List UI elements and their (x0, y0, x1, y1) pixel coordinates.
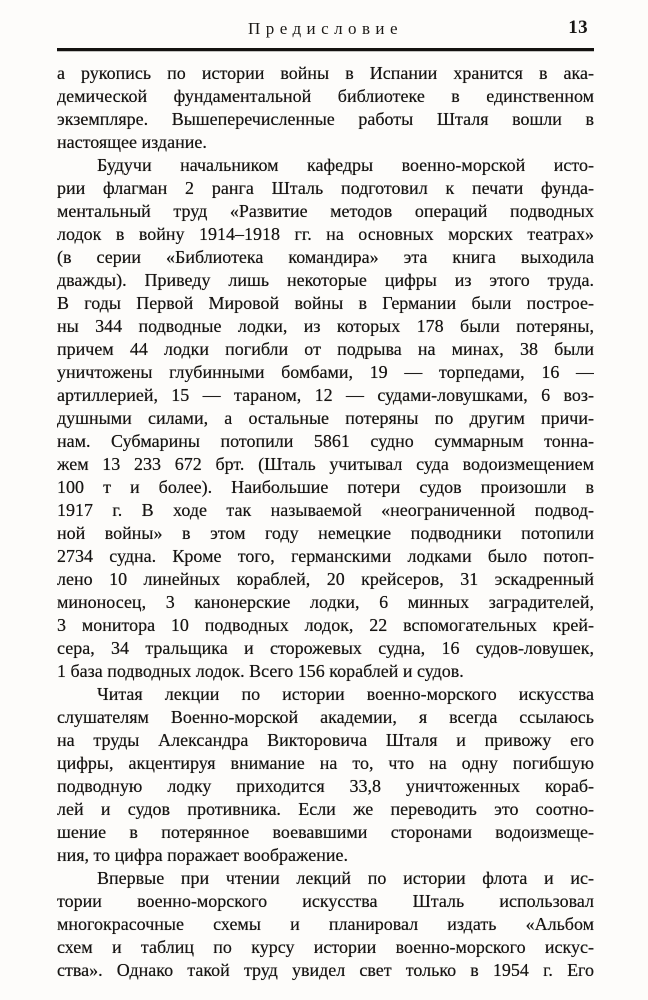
text-line: лей и судов противника. Если же переводить это соотно- (57, 799, 594, 819)
paragraph (57, 867, 594, 982)
text-line: 1 база подводных лодок. Всего 156 кораблей и судов. (57, 661, 464, 681)
text-line: подводную лодку приходится 33,8 уничтоженных кораб- (57, 776, 594, 796)
text-line: ментальный труд «Развитие методов операций подводных (57, 201, 594, 221)
text-line: слушателям Военно-морской академии, я всегда ссылаюсь (57, 707, 594, 727)
text-line: уничтожены глубинными бомбами, 19 — торпедами, 16 — (57, 362, 594, 382)
text-line: лодок в войну 1914–1918 гг. на основных морских театрах» (57, 224, 594, 244)
text-line: нам. Субмарины потопили 5861 судно суммарным тонна- (57, 431, 594, 451)
text-line: дважды). Приведу лишь некоторые цифры из этого труда. (57, 270, 594, 290)
text-line: ния, то цифра поражает воображение. (57, 845, 348, 865)
text-line: ства». Однако такой труд увидел свет только в 1954 г. Его (57, 960, 594, 980)
text-line: Впервые при чтении лекций по истории флота и ис- (97, 868, 594, 888)
text-line: миноносец, 3 канонерские лодки, 6 минных заградителей, (57, 592, 594, 612)
text-line: ной войны» в этом году немецкие подводники потопили (57, 523, 594, 543)
text-line: 100 т и более). Наибольшие потери судов произошли в (57, 477, 594, 497)
text-line: на труды Александра Викторовича Шталя и привожу его (57, 730, 594, 750)
text-line: В годы Первой Мировой войны в Германии были построе- (57, 293, 594, 313)
text-line: схем и таблиц по курсу истории военно-морского искус- (57, 937, 594, 957)
header-rule (57, 48, 594, 51)
text-line: Читая лекции по истории военно-морского искусства (97, 684, 594, 704)
text-line: 2734 судна. Кроме того, германскими лодками было потоп- (57, 546, 594, 566)
text-line: 3 монитора 10 подводных лодок, 22 вспомогательных крей- (57, 615, 594, 635)
page-number: 13 (568, 17, 588, 38)
page-body (57, 62, 594, 982)
text-line: цифры, акцентируя внимание на то, что на одну погибшую (57, 753, 594, 773)
running-header (57, 16, 594, 44)
running-header-title: Предисловие (248, 19, 403, 38)
text-line: многокрасочные схемы и планировал издать «Альбом (57, 914, 594, 934)
text-line: (в серии «Библиотека командира» эта книга выходила (57, 247, 594, 267)
text-line: сера, 34 тральщика и сторожевых судна, 16 судов-ловушек, (57, 638, 594, 658)
text-line: причем 44 лодки погибли от подрыва на минах, 38 были (57, 339, 594, 359)
text-line: шение в потерянное воевавшими сторонами водоизмеще- (57, 822, 594, 842)
text-line: 1917 г. В ходе так называемой «неограниченной подвод- (57, 500, 594, 520)
paragraph (57, 683, 594, 867)
text-line: Будучи начальником кафедры военно-морской исто- (97, 155, 594, 175)
paragraph (57, 62, 594, 154)
text-line: тории военно-морского искусства Шталь использовал (57, 891, 594, 911)
text-line: душными силами, а остальные потеряны по другим причи- (57, 408, 594, 428)
text-line: рии флагман 2 ранга Шталь подготовил к печати фунда- (57, 178, 594, 198)
text-column (57, 16, 594, 982)
text-line: лено 10 линейных кораблей, 20 крейсеров, 31 эскадренный (57, 569, 594, 589)
text-line: жем 13 233 672 брт. (Шталь учитывал суда водоизмещением (57, 454, 594, 474)
text-line: ны 344 подводные лодки, из которых 178 были потеряны, (57, 316, 594, 336)
text-line: демической фундаментальной библиотеке в единственном (57, 86, 594, 106)
text-line: настоящее издание. (57, 132, 207, 152)
text-line: артиллерией, 15 — тараном, 12 — судами-ловушками, 6 воз- (57, 385, 594, 405)
text-line: экземпляре. Вышеперечисленные работы Шталя вошли в (57, 109, 594, 129)
text-line: а рукопись по истории войны в Испании хранится в ака- (57, 63, 594, 83)
paragraph (57, 154, 594, 683)
